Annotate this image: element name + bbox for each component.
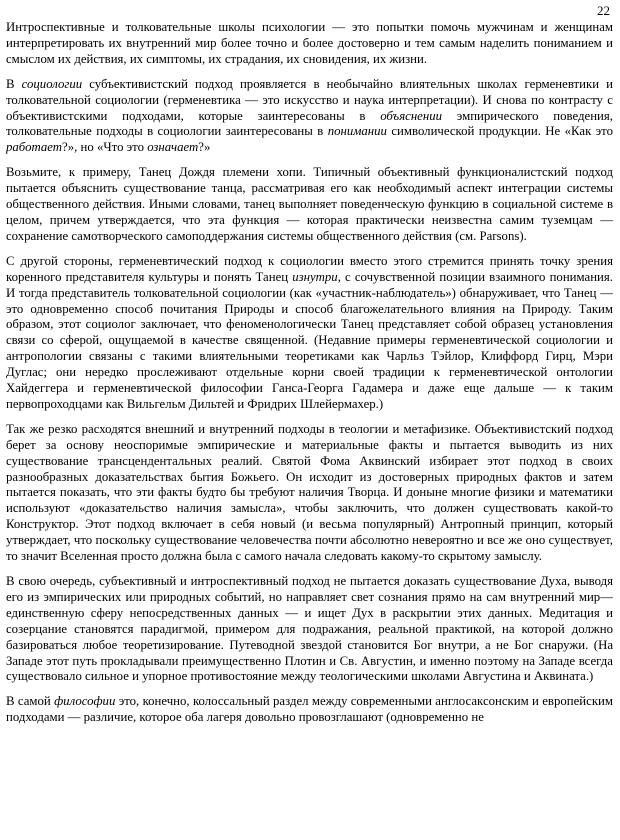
- text-run: Интроспективные и толковательные школы психологии — это попытки помочь мужчинам и женщинам интерпретировать их внутренний мир более точно и более достоверно и тем самым наделить пониманием и смыслом их действия, их симптомы, их страдания, их сновидения, их жизни.: [6, 20, 613, 66]
- paragraph: [6, 422, 613, 565]
- text-run: , с сочувственной позиции взаимного понимания. И тогда представитель толковательной социологии (как «участник-наблюдатель») обнаруживает, что Танец — это одновременно способ почитания Природы и способ благожелательного влияния на Природу. Таким образом, этот социолог заключает, что феноменологически Танец представляет собой образец установления связи со сферой, ощущаемой в качестве священной. (Недавние примеры герменевтической социологии и антропологии связаны с такими влиятельными теоретиками как Чарльз Тэйлор, Клиффорд Гирц, Мэри Дуглас; они нередко прослеживают отдельные корни своей традиции к герменевтической онтологии Хайдеггера и герменевтической философии Ганса-Георга Гадамера и даже еще дальше — к таким первопроходцами как Вильгельм Дильтей и Фридрих Шлейермахер.): [6, 269, 613, 411]
- text-run: В: [6, 76, 22, 91]
- emphasized-term: работает: [6, 140, 63, 155]
- paragraph: [6, 77, 613, 157]
- text-run: С другой стороны, герменевтический подход к социологии вместо этого стремится принять точку зрения коренного представителя культуры и понять Танец: [6, 253, 613, 284]
- emphasized-term: философии: [54, 694, 116, 709]
- emphasized-term: понимании: [327, 124, 387, 139]
- emphasized-term: социологии: [21, 76, 83, 91]
- emphasized-term: объяснении: [380, 108, 442, 123]
- paragraph: [6, 574, 613, 685]
- emphasized-term: изнутри: [292, 269, 338, 284]
- text-run: В самой: [6, 694, 55, 709]
- text-run: Возьмите, к примеру, Танец Дождя племени хопи. Типичный объективный функционалистский подход пытается объяснить существование танца, рассматривая его как необходимый аспект интеграции системы общественного действия. Иными словами, танец выполняет поведенческую функцию в социальной системе в целом, причем утверждается, что эта функция — которая практически неизвестна самим туземцам — сохранение самотворческого самоподдержания системы общественного действия (см. Parsons).: [6, 165, 613, 243]
- text-run: субъективистский подход проявляется в необычайно влиятельных школах герменевтики и толковательной социологии (герменевтика — это искусство и наука интерпретации). И снова по контрасту с объективистскими подходами, которые заинтересованы в: [6, 76, 613, 123]
- paragraph: [6, 254, 613, 413]
- page-number: 22: [597, 3, 610, 18]
- text-run: В свою очередь, субъективный и интроспективный подход не пытается доказать существование Духа, выводя его из эмпирических или природных событий, но направляет свет сознания прямо на сам внутренний мир— единственную сферу непосредственных данных — и ищет Дух в раскрытии этих данных. Медитация и созерцание становятся парадигмой, примером для подражания, реальной практикой, на которой должно базироваться любое теоретизирование. Путеводной звездой становится Бог внутри, а не Бог снаружи. (На Западе этот путь прокладывали преимущественно Плотин и Св. Августин, и именно поэтому на Западе всегда существовало сильное и упорное противостояние между теологическими школами Августина и Аквината.): [6, 574, 613, 684]
- page-body: [6, 20, 613, 735]
- text-run: символической продукции. Не «Как это: [386, 124, 613, 139]
- text-run: Так же резко расходятся внешний и внутренний подходы в теологии и метафизике. Объективистский подход берет за основу неоспоримые эмпирические и материальные факты и пытается выводить из них существование трансцендентальных реалий. Святой Фома Аквинский избирает этот подход в своих разнообразных доказательствах бытия Божьего. Он исходит из достоверных природных фактов и затем пытается показать, что эти факты будто бы требуют наличия Творца. И доныне многие физики и математики используют «доказательство наличия замысла», чтобы заключить, что должен существовать какой-то Конструктор. Этот подход включает в себя новый (и весьма популярный) Антропный принцип, который утверждает, что поскольку существование человечества почти абсолютно невероятно и все же оно существует, то значит Вселенная просто должна была с самого начала следовать какому-то скрытому замыслу.: [6, 421, 613, 564]
- paragraph: [6, 20, 613, 68]
- emphasized-term: означает: [147, 140, 199, 155]
- text-run: это, конечно, колоссальный раздел между современными англосаксонским и европейским подходами — различие, которое оба лагеря довольно провозглашают (одновременно не: [6, 694, 613, 725]
- text-run: эмпирического поведения, толковательные подходы в социологии заинтересованы в: [6, 108, 613, 139]
- paragraph: [6, 165, 613, 245]
- text-run: ?»: [198, 140, 211, 155]
- text-run: ?», но «Что это: [62, 140, 148, 155]
- paragraph: [6, 694, 613, 726]
